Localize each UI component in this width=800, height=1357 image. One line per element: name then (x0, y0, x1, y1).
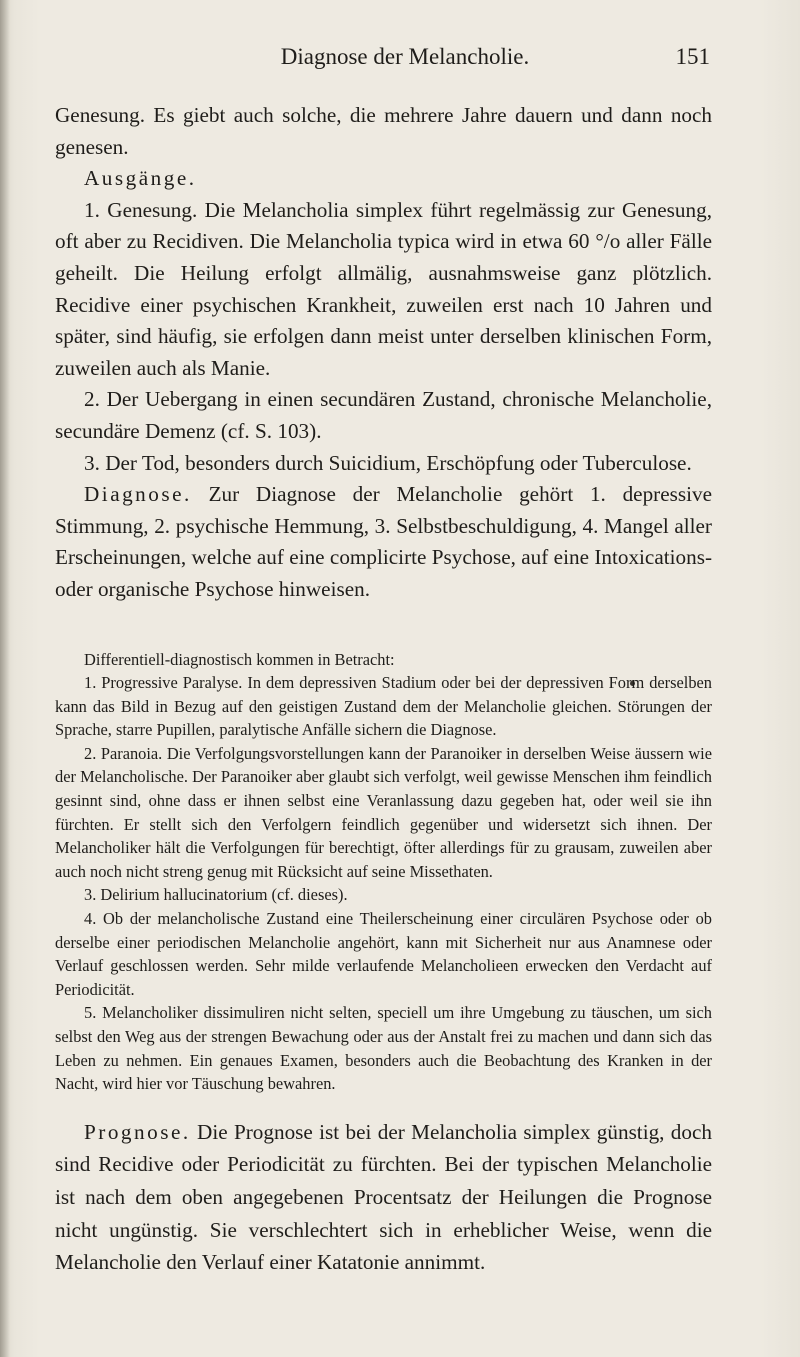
differential-item-3: 3. Delirium hallucinatorium (cf. dieses). (84, 885, 348, 905)
differential-section (55, 648, 712, 1096)
intro-paragraph: Genesung. Es giebt auch solche, die mehrere Jahre dauern und dann noch genesen. (55, 103, 712, 159)
differential-intro: Differentiell-diagnostisch kommen in Betracht: (84, 649, 395, 669)
ausgaenge-item-3: 3. Der Tod, besonders durch Suicidium, Erschöpfung oder Tuberculose. (84, 450, 692, 475)
differential-item-2: 2. Paranoia. Die Verfolgungsvorstellungen kann der Paranoiker in derselben Weise äussern wie der Melancholische. Der Paranoiker aber glaubt sich verfolgt, weil gewisse Menschen ihm feindlich gesinnt sind, ohne dass er ihnen selbst eine Veranlassung dazu gegeben hat, oder weil sie ihn fürchten. Er stellt sich den Verfolgern feindlich gegenüber und widersetzt sich ihnen. Der Melancholiker hält die Verfolgungen für berechtigt, öfter allerdings für zu grausam, zuweilen aber auch noch nicht streng genug mit Rücksicht auf seine Missethaten. (55, 743, 712, 881)
binding-gutter (0, 0, 10, 1357)
ausgaenge-heading-line (55, 163, 712, 195)
differential-item-1: 1. Progressive Paralyse. In dem depressiven Stadium oder bei der depressiven Form derselben kann das Bild in Bezug auf den geistigen Zustand dem der Melancholie gleichen. Störungen der Sprache, starre Pupillen, paralytische Anfälle sichern die Diagnose. (55, 673, 712, 740)
prognose-text: Die Prognose ist bei der Melancholia simplex günstig, doch sind Recidive oder Periodicität zu fürchten. Bei der typischen Melancholie ist nach dem oben angegebenen Procentsatz der Heilungen die Prognose nicht ungünstig. Sie verschlechtert sich in erheblicher Weise, wenn die Melancholie den Verlauf einer Katatonie annimmt. (55, 1119, 712, 1275)
prognose-paragraph (55, 1116, 712, 1279)
ausgaenge-item-2: 2. Der Uebergang in einen secundären Zustand, chronische Melancholie, secundäre Demenz (cf. S. 103). (55, 387, 712, 443)
prognose-section (55, 1116, 712, 1279)
differential-item-4: 4. Ob der melancholische Zustand eine Theilerscheinung einer circulären Psychose oder ob derselbe einer periodischen Melancholie angehört, kann mit Sicherheit nur aus Anamnese oder Verlauf geschlossen werden. Sehr milde verlaufende Melancholieen erwecken den Verdacht auf Periodicität. (55, 909, 712, 999)
page-number: 151 (675, 44, 710, 69)
diagnose-heading: Diagnose. (84, 482, 192, 507)
ausgaenge-heading: Ausgänge. (84, 166, 197, 191)
diagnose-text: Zur Diagnose der Melancholie gehört 1. depressive Stimmung, 2. psychische Hemmung, 3. Selbstbeschuldigung, 4. Mangel aller Erscheinungen, welche auf eine complicirte Psychose, auf eine Intoxications- oder organische Psychose hinweisen. (55, 482, 713, 601)
running-title: Diagnose der Melancholie. (280, 44, 530, 69)
page-header (100, 44, 710, 84)
ausgaenge-item-1: 1. Genesung. Die Melancholia simplex führt regelmässig zur Genesung, oft aber zu Recidiven. Die Melancholia typica wird in etwa 60 °/o aller Fälle geheilt. Die Heilung erfolgt allmälig, ausnahmsweise ganz plötzlich. Recidive einer psychischen Krankheit, zuweilen erst nach 10 Jahren und später, sind häufig, sie erfolgen dann meist unter derselben klinischen Form, zuweilen auch als Manie. (55, 197, 712, 380)
page-body (55, 100, 712, 1279)
differential-item-5: 5. Melancholiker dissimuliren nicht selten, speciell um ihre Umgebung zu täuschen, um sich selbst den Weg aus der strengen Bewachung oder aus der Anstalt frei zu machen und dann sich das Leben zu nehmen. Ein genaues Examen, besonders auch die Beobachtung des Kranken in der Nacht, wird hier vor Täuschung bewahren. (55, 1003, 712, 1094)
prognose-heading: Prognose. (84, 1119, 191, 1144)
diagnose-paragraph (55, 479, 712, 605)
